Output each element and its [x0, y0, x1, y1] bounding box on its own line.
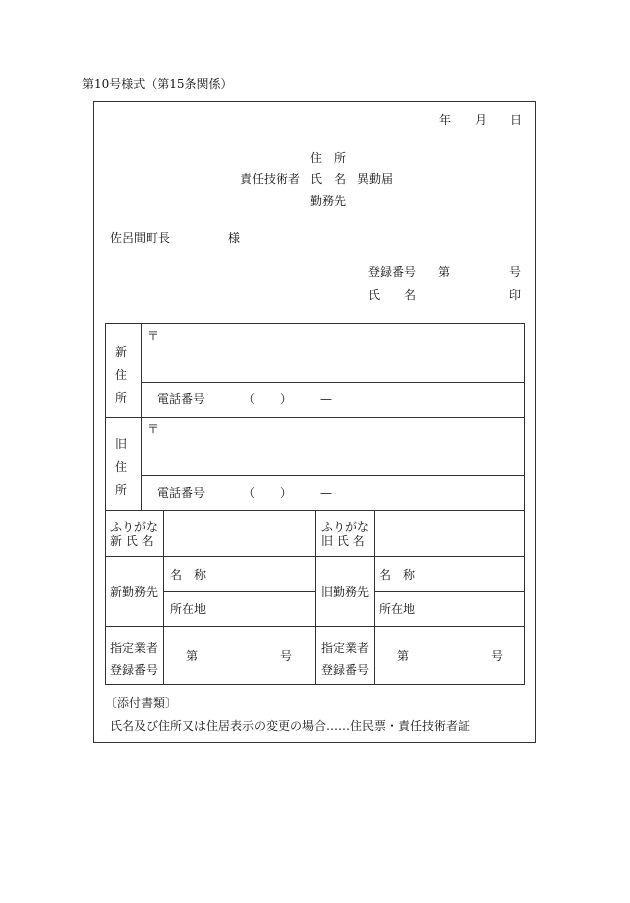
row-divider	[141, 475, 525, 476]
old-phone-dash: —	[320, 486, 332, 500]
new-phone-dash: —	[320, 392, 332, 406]
new-address-char: 所	[114, 391, 127, 405]
new-phone-paren-open: （	[243, 392, 256, 406]
col-divider	[163, 510, 164, 685]
row-divider	[163, 591, 315, 592]
old-location-label: 所在地	[379, 602, 416, 616]
title-address: 住 所	[310, 151, 347, 165]
new-address-char: 住	[114, 368, 127, 382]
new-designated-line2: 登録番号	[110, 663, 159, 677]
title-workplace: 勤務先	[310, 194, 347, 208]
registration-label: 登録番号	[368, 265, 417, 279]
new-phone-paren-close: ）	[280, 392, 293, 406]
title-name: 氏 名	[310, 172, 347, 186]
old-address-char: 所	[114, 483, 127, 497]
new-address-label	[112, 341, 130, 410]
title-notice: 異動届	[357, 172, 394, 186]
old-designated-label	[321, 637, 369, 681]
new-postal-mark: 〒	[147, 329, 160, 343]
seal-mark: 印	[509, 288, 522, 302]
new-name-text: 新 氏 名	[110, 534, 154, 548]
old-name-text: 旧 氏 名	[321, 534, 365, 548]
old-designated-line2: 登録番号	[321, 663, 370, 677]
new-designated-dai: 第	[186, 649, 199, 663]
old-address-char: 旧	[114, 437, 127, 451]
new-workplace-label: 新勤務先	[110, 585, 159, 599]
old-address-label	[112, 433, 130, 502]
registration-gou: 号	[509, 265, 522, 279]
addressee-name: 佐呂間町長	[110, 231, 171, 245]
new-name-furigana: ふりがな	[110, 520, 159, 534]
old-workplace-label: 旧勤務先	[321, 585, 370, 599]
date-day-label: 日	[510, 113, 523, 127]
col-divider	[141, 324, 142, 510]
old-designated-dai: 第	[397, 649, 410, 663]
row-divider	[374, 591, 525, 592]
new-designated-label	[110, 637, 158, 681]
attachments-item: 氏名及び住所又は住居表示の変更の場合……住民票・責任技術者証	[110, 719, 471, 733]
attachments-heading: 〔添付書類〕	[105, 696, 178, 710]
title-role: 責任技術者	[240, 172, 301, 186]
new-designated-gou: 号	[280, 649, 293, 663]
old-address-char: 住	[114, 460, 127, 474]
new-address-char: 新	[114, 345, 127, 359]
change-table	[105, 323, 525, 685]
col-divider	[315, 510, 316, 685]
col-divider	[374, 510, 375, 685]
old-phone-paren-close: ）	[280, 486, 293, 500]
form-number: 第10号様式（第15条関係）	[82, 77, 233, 91]
new-phone-label: 電話番号	[157, 392, 206, 406]
new-designated-line1: 指定業者	[110, 641, 159, 655]
addressee-honorific: 様	[228, 231, 241, 245]
registrant-name-label: 氏 名	[368, 288, 417, 302]
date-month-label: 月	[475, 113, 488, 127]
new-location-label: 所在地	[170, 602, 207, 616]
new-company-name-label: 名 称	[170, 568, 207, 582]
old-postal-mark: 〒	[147, 422, 160, 436]
old-name-label	[321, 520, 369, 548]
old-phone-paren-open: （	[243, 486, 256, 500]
row-divider	[106, 417, 525, 418]
old-designated-line1: 指定業者	[321, 641, 370, 655]
old-designated-gou: 号	[491, 649, 504, 663]
old-company-name-label: 名 称	[379, 568, 416, 582]
date-year-label: 年	[439, 113, 452, 127]
row-divider	[141, 382, 525, 383]
old-phone-label: 電話番号	[157, 486, 206, 500]
new-name-label	[110, 520, 158, 548]
old-name-furigana: ふりがな	[321, 520, 370, 534]
registration-dai: 第	[438, 265, 451, 279]
